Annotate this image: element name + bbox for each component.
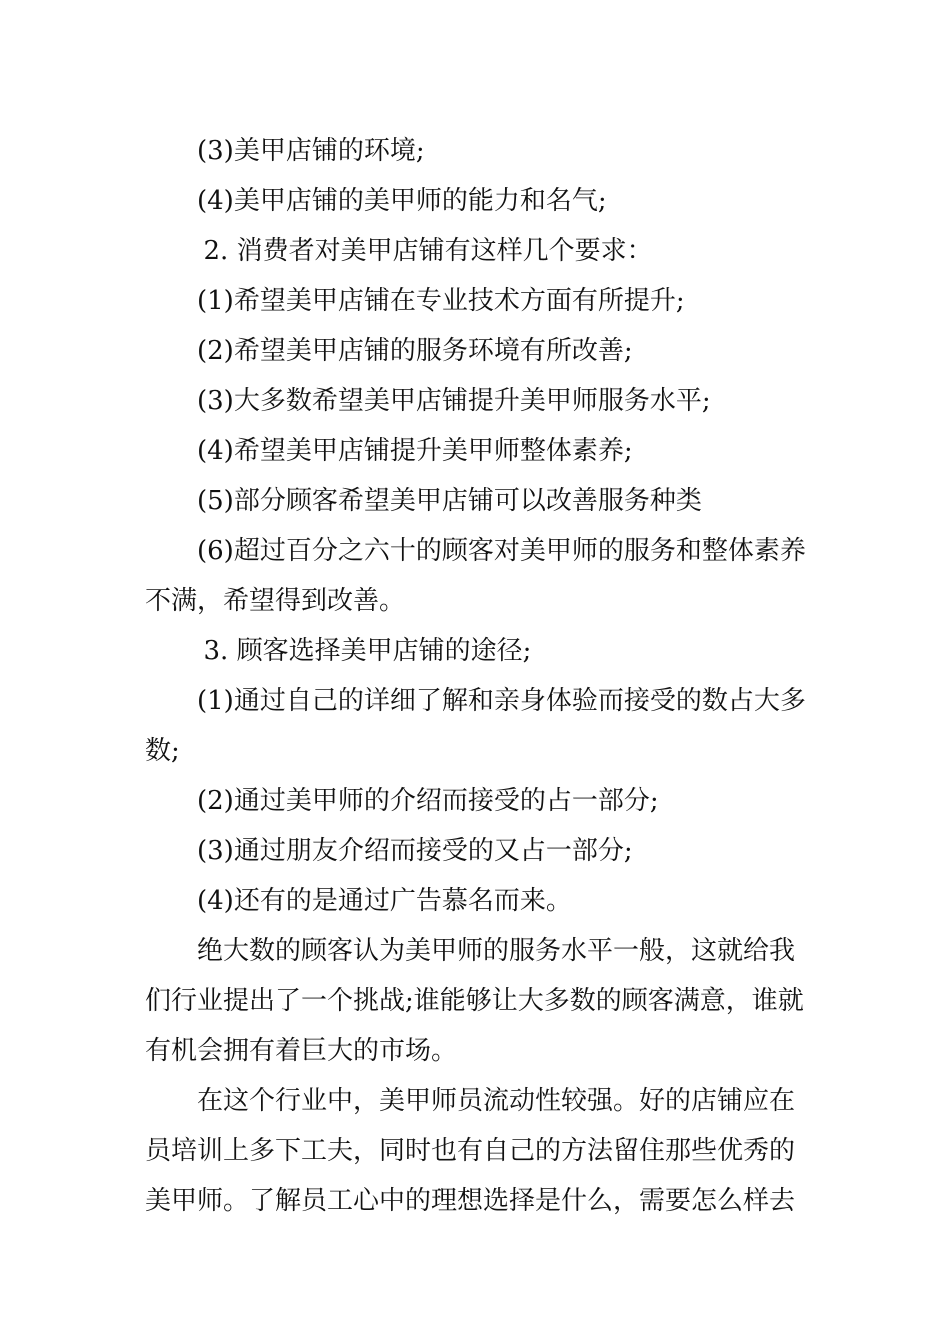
list-item-quality: (4)希望美甲店铺提升美甲师整体素养; xyxy=(197,436,633,466)
list-item-advertising: (4)还有的是通过广告慕名而来。 xyxy=(197,886,572,916)
list-item-environment: (3)美甲店铺的环境; xyxy=(197,136,425,166)
list-item-friend-referral: (3)通过朋友介绍而接受的又占一部分; xyxy=(197,836,633,866)
list-item-ability: (4)美甲店铺的美甲师的能力和名气; xyxy=(197,186,607,216)
section-heading-channels: 3. 顾客选择美甲店铺的途径; xyxy=(203,636,532,666)
body-paragraph-challenge: 绝大数的顾客认为美甲师的服务水平一般，这就给我们行业提出了一个挑战;谁能够让大多数的顾客满意，谁就有机会拥有着巨大的市场。 xyxy=(145,936,804,1066)
list-item-technician-referral: (2)通过美甲师的介绍而接受的占一部分; xyxy=(197,786,659,816)
section-heading-requirements: 2. 消费者对美甲店铺有这样几个要求： xyxy=(203,236,653,266)
list-item-self-experience: (1)通过自己的详细了解和亲身体验而接受的数占大多数; xyxy=(145,686,806,766)
body-paragraph-staff-turnover: 在这个行业中，美甲师员流动性较强。好的店铺应在员培训上多下工夫，同时也有自己的方法留住那些优秀的美甲师。了解员工心中的理想选择是什么，需要怎么样去 xyxy=(145,1086,796,1216)
list-item-service-types: (5)部分顾客希望美甲店铺可以改善服务种类 xyxy=(197,486,702,516)
document-body xyxy=(145,126,810,1226)
list-item-dissatisfaction: (6)超过百分之六十的顾客对美甲师的服务和整体素养不满，希望得到改善。 xyxy=(145,536,806,616)
list-item-technique: (1)希望美甲店铺在专业技术方面有所提升; xyxy=(197,286,685,316)
list-item-service-level: (3)大多数希望美甲店铺提升美甲师服务水平; xyxy=(197,386,711,416)
list-item-service-environment: (2)希望美甲店铺的服务环境有所改善; xyxy=(197,336,633,366)
